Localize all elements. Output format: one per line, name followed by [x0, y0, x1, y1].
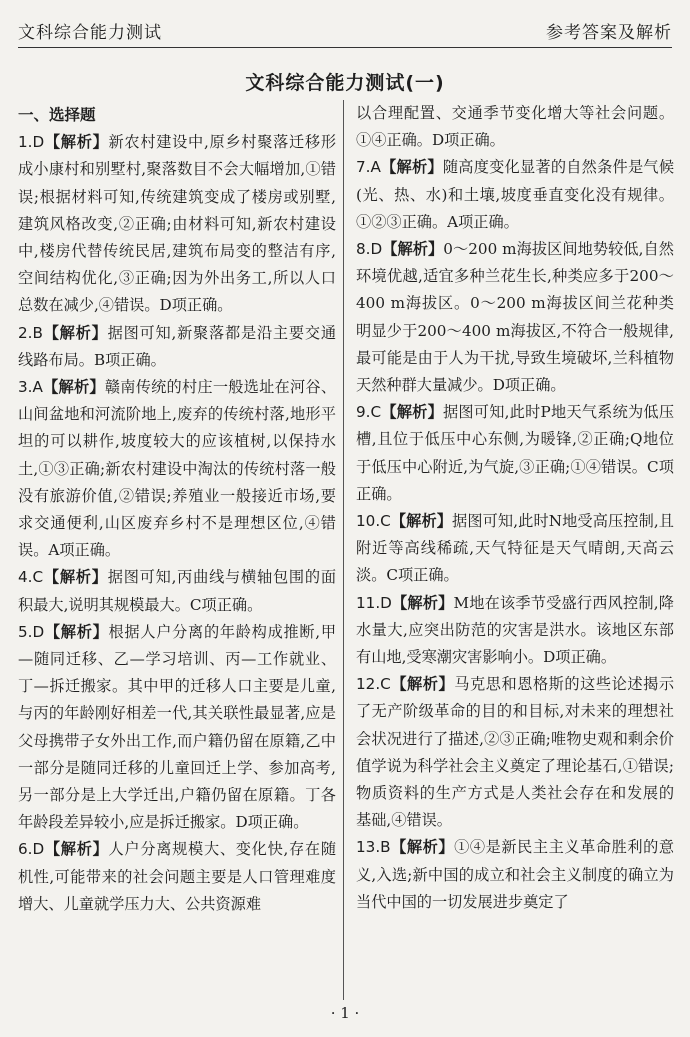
- answer-number: 12.C: [356, 675, 391, 694]
- analysis-tag: 【解析】: [390, 838, 455, 857]
- analysis-tag: 【解析】: [382, 240, 444, 259]
- answer-number: 6.D: [18, 840, 45, 859]
- answer-text: 据图可知,此时P地天气系统为低压槽,且位于低压中心东侧,为暖锋,②正确;Q地位于低压中心附近,为气旋,③正确;①④错误。C项正确。: [356, 403, 674, 503]
- analysis-tag: 【解析】: [42, 323, 108, 342]
- page-number: · 1 ·: [330, 1004, 360, 1022]
- answer-text: 据图可知,此时N地受高压控制,且附近等高线稀疏,天气特征是天气晴朗,天高云淡。C项正确。: [356, 512, 674, 585]
- answer-text: 赣南传统的村庄一般选址在河谷、山间盆地和河流阶地上,废弃的传统村落,地形平坦的可以耕作,坡度较大的应该植树,以保持水土,①③正确;新农村建设中淘汰的传统村落一般没有旅游价值,②错误;养殖业一般接近市场,要求交通便利,山区废弃乡村不是理想区位,④错误。A项正确。: [18, 378, 336, 560]
- analysis-tag: 【解析】: [391, 593, 454, 612]
- analysis-tag: 【解析】: [390, 675, 455, 694]
- answer-text: M地在该季节受盛行西风控制,降水量大,应突出防范的灾害是洪水。该地区东部有山地,受寒潮灾害影响小。D项正确。: [356, 593, 674, 667]
- page-title: 文科综合能力测试(一): [245, 72, 445, 94]
- answer-text: 根据人户分离的年龄构成推断,甲—随同迁移、乙—学习培训、丙—工作就业、丁—拆迁搬家。其中甲的迁移人口主要是儿童,与丙的年龄刚好相差一代,其关联性最显著,应是父母携带子女外出工作,而户籍仍留在原籍,乙中一部分是随同迁移的儿童回迁上学、参加高考,另一部分是上大学迁出,户籍仍留在原籍。丁各年龄段差异较小,应是拆迁搬家。D项正确。: [18, 622, 336, 832]
- analysis-tag: 【解析】: [380, 158, 443, 177]
- answer-item: [18, 320, 336, 374]
- answer-number: 7.A: [356, 158, 381, 177]
- answer-text: 新农村建设中,原乡村聚落迁移形成小康村和别墅村,聚落数目不会大幅增加,①错误;根据材料可知,传统建筑变成了楼房或别墅,建筑风格改变,②正确;由材料可知,新农村建设中,楼房代替传统民居,建筑布局变的整洁有序,空间结构优化,③正确;因为外出务工,所以人口总数在减少,④错误。D项正确。: [18, 133, 336, 315]
- right-column: [356, 100, 674, 1005]
- answer-item: [356, 671, 674, 834]
- answer-number: 4.C: [18, 568, 44, 587]
- section-heading: 一、选择题: [18, 106, 96, 124]
- answer-item: [18, 564, 336, 618]
- page-header: [18, 12, 672, 48]
- answer-number: 5.D: [18, 622, 45, 641]
- analysis-tag: 【解析】: [44, 840, 109, 859]
- analysis-tag: 【解析】: [42, 378, 105, 397]
- header-right-title: 参考答案及解析: [546, 23, 672, 43]
- answer-number: 8.D: [356, 240, 383, 259]
- answer-item: [18, 619, 336, 837]
- answer-item: [356, 834, 674, 916]
- answer-item: [356, 508, 674, 590]
- answer-item: [356, 100, 674, 154]
- answer-text: 以合理配置、交通季节变化增大等社会问题。①④正确。D项正确。: [356, 104, 674, 150]
- left-column: [18, 102, 336, 1007]
- answer-text: 随高度变化显著的自然条件是气候(光、热、水)和土壤,坡度垂直变化没有规律。①②③正确。A项正确。: [356, 158, 674, 231]
- answer-item: [356, 154, 674, 236]
- answer-number: 3.A: [18, 378, 43, 397]
- answer-item: [18, 374, 336, 564]
- answer-number: 2.B: [18, 323, 43, 342]
- answer-item: [356, 590, 674, 672]
- answer-number: 9.C: [356, 403, 382, 422]
- analysis-tag: 【解析】: [390, 512, 453, 531]
- answer-number: 11.D: [356, 593, 392, 612]
- answer-item: [356, 236, 674, 399]
- answer-text: 马克思和恩格斯的这些论述揭示了无产阶级革命的目的和目标,对未来的理想社会状况进行了描述,②③正确;唯物史观和剩余价值学说为科学社会主义奠定了理论基石,①错误;物质资料的生产方式是人类社会存在和发展的基础,④错误。: [356, 675, 674, 830]
- answer-number: 10.C: [356, 512, 391, 531]
- analysis-tag: 【解析】: [44, 133, 109, 152]
- answer-text: 0～200 m海拔区间地势较低,自然环境优越,适宜多种兰花生长,种类应多于200～400 m海拔区。0～200 m海拔区间兰花种类明显少于200～400 m海拔区,不符合一般规律,最可能是由于人为干扰,导致生境破坏,兰科植物天然种群大量减少。D项正确。: [356, 240, 674, 395]
- answer-item: [18, 836, 336, 918]
- analysis-tag: 【解析】: [43, 568, 108, 587]
- answer-number: 13.B: [356, 838, 391, 857]
- header-left-title: 文科综合能力测试: [18, 23, 162, 43]
- answer-item: [18, 129, 336, 319]
- answer-text: 人户分离规模大、变化快,存在随机性,可能带来的社会问题主要是人口管理难度增大、儿童就学压力大、公共资源难: [18, 840, 336, 913]
- answer-number: 1.D: [18, 133, 45, 152]
- analysis-tag: 【解析】: [44, 622, 109, 641]
- answer-text: 据图可知,丙曲线与横轴包围的面积最大,说明其规模最大。C项正确。: [18, 568, 336, 614]
- answer-text: 据图可知,新聚落都是沿主要交通线路布局。B项正确。: [18, 323, 336, 369]
- column-divider: [343, 100, 344, 1000]
- analysis-tag: 【解析】: [381, 403, 443, 422]
- answer-item: [356, 399, 674, 508]
- answer-text: ①④是新民主主义革命胜利的意义,入选;新中国的成立和社会主义制度的确立为当代中国的一切发展进步奠定了: [356, 838, 674, 911]
